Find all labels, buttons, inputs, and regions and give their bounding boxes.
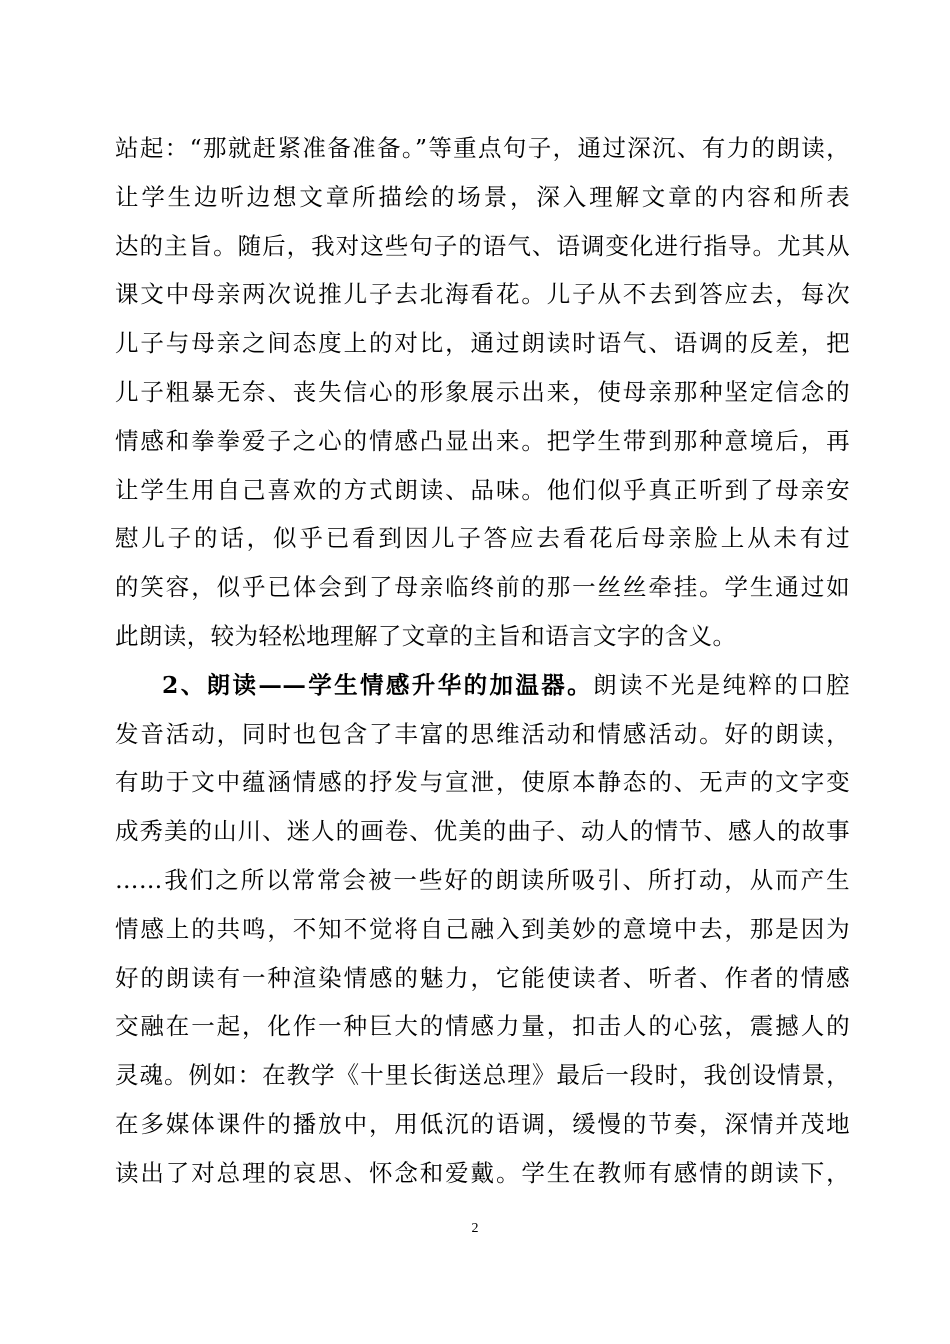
section-heading-line (115, 661, 850, 710)
text-line-22: 读出了对总理的哀思、怀念和爱戴。学生在教师有感情的朗读下， (115, 1158, 850, 1187)
section-heading: 2、朗读——学生情感升华的加温器。 (162, 670, 594, 699)
text-line-19: 交融在一起，化作一种巨大的情感力量，扣击人的心弦，震撼人的 (115, 1012, 850, 1041)
body-text (115, 124, 850, 1198)
text-line-13: 发音活动，同时也包含了丰富的思维活动和情感活动。好的朗读， (115, 719, 850, 748)
text-line-8: 让学生用自己喜欢的方式朗读、品味。他们似乎真正听到了母亲安 (115, 475, 850, 504)
text-line-17: 情感上的共鸣，不知不觉将自己融入到美妙的意境中去，那是因为 (115, 914, 850, 943)
section-heading-continuation: 朗读不光是纯粹的口腔 (593, 670, 851, 699)
text-line-18: 好的朗读有一种渲染情感的魅力，它能使读者、听者、作者的情感 (115, 963, 850, 992)
text-line-7: 情感和拳拳爱子之心的情感凸显出来。把学生带到那种意境后，再 (115, 426, 850, 455)
text-line-9: 慰儿子的话，似乎已看到因儿子答应去看花后母亲脸上从未有过 (115, 524, 850, 553)
text-line-21: 在多媒体课件的播放中，用低沉的语调，缓慢的节奏，深情并茂地 (115, 1109, 850, 1138)
text-line-16: ……我们之所以常常会被一些好的朗读所吸引、所打动，从而产生 (115, 865, 850, 894)
page-number: 2 (471, 1221, 479, 1236)
text-line-1: 站起：“那就赶紧准备准备。”等重点句子，通过深沉、有力的朗读， (115, 134, 850, 162)
text-line-20: 灵魂。例如：在教学《十里长街送总理》最后一段时，我创设情景， (115, 1061, 850, 1090)
text-line-15: 成秀美的山川、迷人的画卷、优美的曲子、动人的情节、感人的故事 (115, 817, 850, 846)
text-line-14: 有助于文中蕴涵情感的抒发与宣泄，使原本静态的、无声的文字变 (115, 768, 850, 797)
text-line-4: 课文中母亲两次说推儿子去北海看花。儿子从不去到答应去，每次 (115, 280, 850, 309)
text-line-2: 让学生边听边想文章所描绘的场景，深入理解文章的内容和所表 (115, 182, 850, 211)
text-line-10: 的笑容，似乎已体会到了母亲临终前的那一丝丝牵挂。学生通过如 (115, 573, 850, 602)
text-line-5: 儿子与母亲之间态度上的对比，通过朗读时语气、语调的反差，把 (115, 329, 850, 358)
text-line-6: 儿子粗暴无奈、丧失信心的形象展示出来，使母亲那种坚定信念的 (115, 377, 850, 406)
text-line-11: 此朗读，较为轻松地理解了文章的主旨和语言文字的含义。 (115, 621, 737, 650)
text-line-3: 达的主旨。随后，我对这些句子的语气、语调变化进行指导。尤其从 (115, 231, 850, 260)
